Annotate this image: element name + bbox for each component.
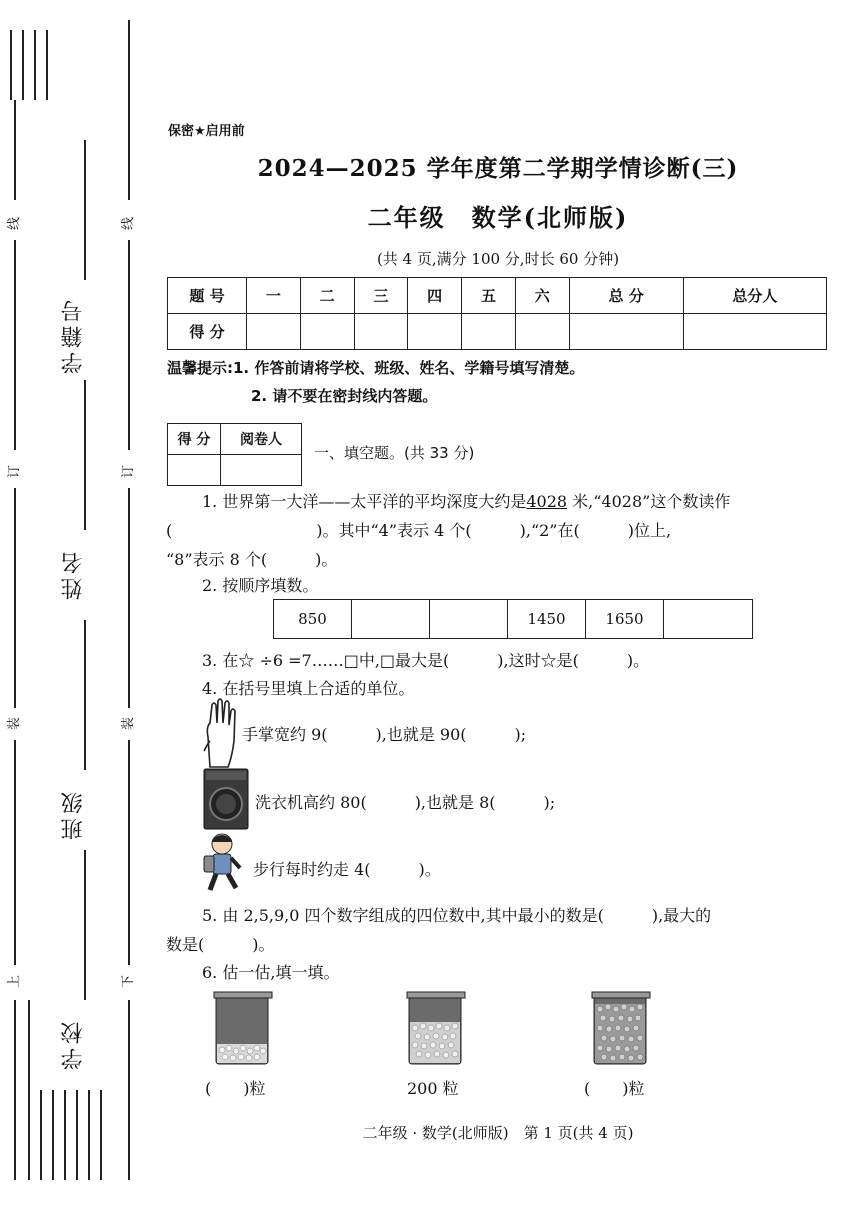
score-cell[interactable] <box>462 314 516 350</box>
question-4b: 洗衣机高约 80( ),也就是 8( ); <box>255 793 556 812</box>
seal-mark: 订 <box>121 464 137 479</box>
sequence-cell: 1450 <box>508 600 586 639</box>
seal-line-left <box>14 488 16 708</box>
score-cell[interactable] <box>515 314 569 350</box>
page-footer: 二年级 · 数学(北师版) 第 1 页(共 4 页) <box>362 1124 634 1142</box>
score-header-cell: 一 <box>247 278 301 314</box>
score-header-cell: 二 <box>300 278 354 314</box>
seal-line-left <box>14 100 16 200</box>
question-1-line2: ( )。其中“4”表示 4 个( ),“2”在( )位上, <box>166 521 672 540</box>
score-header-cell: 题 号 <box>168 278 247 314</box>
grader-score-label: 得 分 <box>168 424 221 455</box>
washing-machine-icon <box>203 768 249 830</box>
score-header-cell: 三 <box>354 278 408 314</box>
seal-mark: 订 <box>7 464 23 479</box>
sequence-cell[interactable] <box>352 600 430 639</box>
beaker-icon <box>212 990 274 1068</box>
question-2: 2. 按顺序填数。 <box>202 576 319 595</box>
score-table <box>167 277 827 350</box>
margin-line <box>46 30 48 100</box>
margin-line <box>22 30 24 100</box>
grader-reviewer-label: 阅卷人 <box>221 424 302 455</box>
grader-reviewer-cell[interactable] <box>221 455 302 486</box>
margin-line <box>10 30 12 100</box>
exam-subtitle: 二年级 数学(北师版) <box>367 203 629 232</box>
sequence-table <box>273 599 753 639</box>
score-cell[interactable] <box>683 314 826 350</box>
question-5-line1: 5. 由 2,5,9,0 四个数字组成的四位数中,其中最小的数是( ),最大的 <box>202 906 712 925</box>
seal-line-right <box>128 1000 130 1180</box>
margin-line <box>100 1090 102 1180</box>
seal-line-right <box>128 740 130 965</box>
margin-line <box>88 1090 90 1180</box>
name-label: 姓名 <box>61 548 86 600</box>
seal-line-left <box>14 240 16 450</box>
score-header-cell: 总 分 <box>569 278 683 314</box>
seal-line-right <box>128 488 130 708</box>
score-header-cell: 总分人 <box>683 278 826 314</box>
school-label: 学校 <box>61 1018 86 1070</box>
grader-table <box>167 423 302 486</box>
tip-line-1: 温馨提示:1. 作答前请将学校、班级、姓名、学籍号填写清楚。 <box>167 359 585 377</box>
sequence-cell: 850 <box>274 600 352 639</box>
question-1-line1 <box>202 489 730 512</box>
margin-line <box>64 1090 66 1180</box>
score-cell[interactable] <box>247 314 301 350</box>
sequence-cell[interactable] <box>664 600 753 639</box>
sequence-cell[interactable] <box>430 600 508 639</box>
score-header-cell: 六 <box>515 278 569 314</box>
score-cell[interactable] <box>408 314 462 350</box>
margin-line <box>76 1090 78 1180</box>
question-4a: 手掌宽约 9( ),也就是 90( ); <box>242 725 527 744</box>
question-1-line3: “8”表示 8 个( )。 <box>166 550 338 569</box>
seal-mark: 下 <box>121 974 137 989</box>
tip-line-2: 2. 请不要在密封线内答题。 <box>251 387 438 405</box>
score-table-score-row <box>168 314 827 350</box>
confidential-note: 保密★启用前 <box>168 124 245 139</box>
score-header-cell: 四 <box>408 278 462 314</box>
margin-line <box>28 1000 30 1180</box>
hand-icon <box>200 697 240 769</box>
class-line[interactable] <box>84 620 86 770</box>
margin-line <box>34 30 36 100</box>
student-id-label: 学籍号 <box>61 296 86 374</box>
walking-child-icon <box>198 832 248 896</box>
grader-score-cell[interactable] <box>168 455 221 486</box>
seal-mark: 上 <box>7 974 23 989</box>
beaker-icon <box>590 990 652 1068</box>
beaker-3-answer: ( )粒 <box>584 1079 645 1098</box>
beaker-1-answer: ( )粒 <box>205 1079 266 1098</box>
margin-line <box>40 1090 42 1180</box>
exam-info: (共 4 页,满分 100 分,时长 60 分钟) <box>376 250 620 268</box>
score-cell[interactable] <box>569 314 683 350</box>
seal-line-right <box>128 20 130 200</box>
beaker-icon <box>405 990 467 1068</box>
question-3: 3. 在☆ ÷6 =7……□中,□最大是( ),这时☆是( )。 <box>202 651 650 670</box>
school-line[interactable] <box>84 850 86 1000</box>
seal-line-right <box>128 240 130 450</box>
seal-mark: 装 <box>7 716 23 731</box>
name-line[interactable] <box>84 380 86 530</box>
question-5-line2: 数是( )。 <box>166 935 275 954</box>
exam-title: 2024—2025 学年度第二学期学情诊断(三) <box>257 155 739 182</box>
seal-mark: 线 <box>7 216 23 231</box>
seal-line-left <box>14 1000 16 1180</box>
class-label: 班级 <box>61 788 86 840</box>
seal-mark: 线 <box>121 216 137 231</box>
score-cell[interactable] <box>354 314 408 350</box>
margin-line <box>52 1090 54 1180</box>
score-header-cell: 五 <box>462 278 516 314</box>
beaker-2-label: 200 粒 <box>407 1079 459 1098</box>
seal-mark: 装 <box>121 716 137 731</box>
score-cell[interactable] <box>300 314 354 350</box>
q1-text: 米,“4028”这个数读作 <box>567 492 731 511</box>
question-6: 6. 估一估,填一填。 <box>202 963 340 982</box>
question-4: 4. 在括号里填上合适的单位。 <box>202 679 415 698</box>
seal-line-left <box>14 740 16 965</box>
student-id-line[interactable] <box>84 140 86 280</box>
question-4c: 步行每时约走 4( )。 <box>253 860 441 879</box>
q1-text: 1. 世界第一大洋——太平洋的平均深度大约是 <box>202 492 527 511</box>
score-table-header-row <box>168 278 827 314</box>
sequence-cell: 1650 <box>586 600 664 639</box>
score-row-label: 得 分 <box>168 314 247 350</box>
q1-number: 4028 <box>526 492 568 511</box>
section-heading: 一、填空题。(共 33 分) <box>314 444 475 462</box>
